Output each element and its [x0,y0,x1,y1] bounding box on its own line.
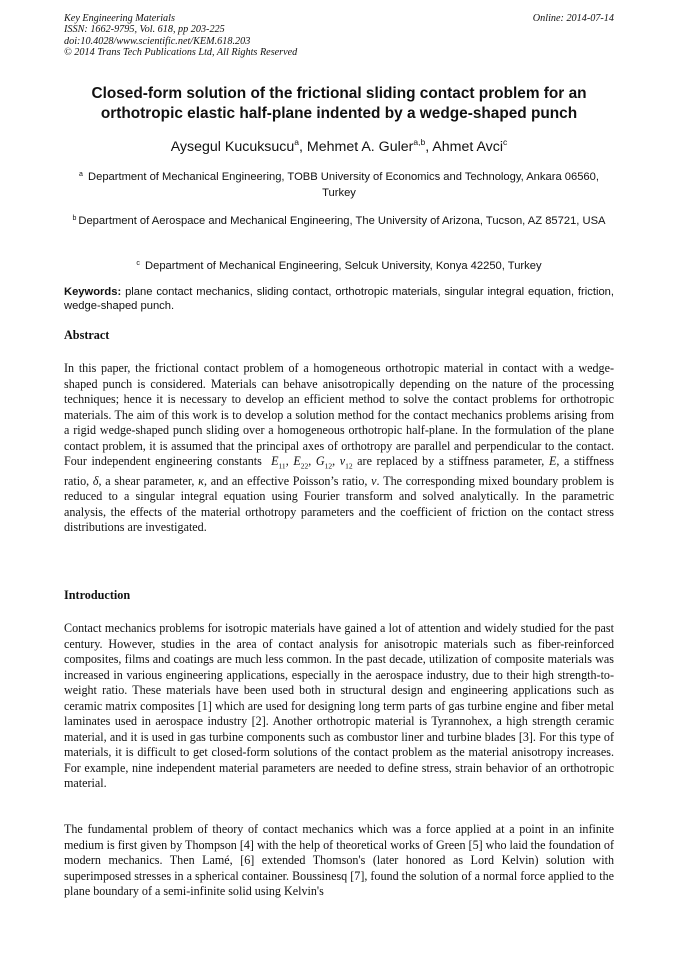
symbol-e: E [548,454,557,468]
subscript: 12 [345,461,353,471]
symbol-nu: ν [371,473,377,488]
copyright-line: © 2014 Trans Tech Publications Ltd, All Rights Reserved [64,47,298,59]
keywords-text: plane contact mechanics, sliding contact, orthotropic materials, singular integral equation, friction, wedge-shaped punch. [64,286,614,312]
subscript: 11 [278,461,286,471]
symbol: E [271,454,279,468]
affiliation-c [64,256,614,274]
author-affil-mark: c [503,137,508,147]
affiliation-text: Department of Mechanical Engineering, Selcuk University, Konya 42250, Turkey [145,260,542,272]
affiliation-mark: b [72,215,77,222]
affiliation-text: Department of Aerospace and Mechanical Engineering, The University of Arizona, Tucson, AZ 85721, USA [78,215,606,227]
doi-line: doi:10.4028/www.scientific.net/KEM.618.203 [64,35,251,47]
symbol: ν [339,454,346,468]
affiliation-mark: c [136,260,140,267]
keywords [64,286,614,313]
symbol: G [315,454,325,468]
abstract-part: , a stiffness ratio, [64,454,615,488]
introduction-paragraph-2: The fundamental problem of theory of contact mechanics which was a force applied at a point in an infinite medium is first given by Thompson [4] with the help of theoretical works of Green [5] who laid the foundation of modern mechanics. Then Lamé, [6] extended Thomson's (later honored as Lord Kelvin) solution with superimposed stresses in a spherical container. Boussinesq [7], found the solution of a normal force applied to the plane boundary of a semi-infinite solid using Kelvin's [64,822,614,898]
affiliation-b [64,211,614,229]
journal-header [64,13,614,59]
symbol-e11 [271,454,286,471]
author-name: Aysegul Kucuksucu [170,139,295,155]
abstract-part: , a shear parameter, [98,473,195,488]
symbol-delta: δ [92,473,99,488]
symbol: E [293,454,301,468]
introduction-heading: Introduction [64,588,131,602]
online-date: Online: 2014-07-14 [532,13,614,24]
keywords-label: Keywords: [64,286,122,298]
journal-name: Key Engineering Materials [64,13,175,24]
symbol-kappa: κ [198,473,204,488]
affiliation-a [64,167,614,201]
abstract-heading: Abstract [64,328,110,342]
author-affil-mark: a,b [413,137,426,147]
abstract-part: In this paper, the frictional contact problem of a homogeneous orthotropic material in contact with a wedge-shaped punch is considered. Materials can behave anisotropically depending on the nature of the processing techniques; hence it is necessary to develop an efficient method to solve the contact problems for orthotropic materials. The aim of this work is to develop a solution method for the contact mechanics problems arising from a rigid wedge-shaped punch sliding over a homogeneous orthotropic half-plane. In the formulation of the plane contact problem, it is assumed that the principal axes of orthotropy are parallel and perpendicular to the contact. Four independent engineering constants [64,361,614,468]
subscript: 12 [324,461,333,471]
issn-line: ISSN: 1662-9795, Vol. 618, pp 203-225 [64,24,225,36]
author-affil-mark: a [294,137,300,147]
abstract-part: . The corresponding mixed boundary problem is reduced to a singular integral equation using Fourier transform and solved analytically. In the parametric analysis, the effects of the material orthotropy parameters and the coefficient of friction on the contact stress distributions are investigated. [64,473,615,535]
author-name: Ahmet Avci [432,139,504,155]
subscript: 22 [300,461,309,471]
author-list: Aysegul Kucuksucu$^a$, Mehmet A. Guler$^{a,b}$, Ahmet Avci$^c$ [170,137,508,155]
author-name: Mehmet A. Guler [306,139,414,155]
symbol-g12 [315,454,333,471]
paper-title: Closed-form solution of the frictional sliding contact problem for an orthotropic elastic half-plane indented by a wedge-shaped punch [91,85,587,122]
abstract-part: , and an effective Poisson’s ratio, [203,473,368,488]
affiliation-mark: a [79,171,83,178]
affiliation-text: Department of Mechanical Engineering, TOBB University of Economics and Technology, Ankara 06560, Turkey [88,171,599,199]
symbol-nu12 [339,454,353,471]
abstract-text: In this paper, the frictional contact problem of a homogeneous orthotropic material in contact with a wedge-shaped punch is considered. Materials can behave anisotropically depending on the nature of the processing techniques; hence it is necessary to develop an efficient method to solve the contact problems for orthotropic materials. The aim of this work is to develop a solution method for the contact mechanics problems arising from a rigid wedge-shaped punch sliding over a homogeneous orthotropic half-plane. In the formulation of the plane contact problem, it is assumed that the principal axes of orthotropy are parallel and perpendicular to the contact. Four independent engineering constants $E_{11}$, $E_{22}$, $G_{12}$, $\nu_{12}$ are replaced by a stiffness parameter, E, a stiffness ratio, δ, a shear parameter, κ, and an effective Poisson’s ratio, ν. The corresponding mixed boundary problem is reduced to a singular integral equation using Fourier transform and solved analytically. In the parametric analysis, the effects of the material orthotropy parameters and the coefficient of friction on the contact stress distributions are investigated. [64,361,615,535]
abstract-part: are replaced by a stiffness parameter, [357,454,545,468]
introduction-paragraph-1: Contact mechanics problems for isotropic materials have gained a lot of attention and widely studied for the past century. However, studies in the area of contact analysis for anisotropic materials such as fiber-reinforced composites, films and coatings are much less common. In the past decade, utilization of composite materials was increased in various engineering applications, especially in the aerospace industry, due to their high strength-to-weight ratio. These materials have been used both in structural design and engineering applications such as ceramic matrix composites [1] which are used for designing long term parts of gas turbine engine and fiber metal laminates used in aerospace industry [2]. Another orthotropic material is Tyrannohex, a high strength ceramic material, and it is used in gas turbine components such as combustor liner and turbine blades [3]. For this type of materials, it is difficult to get closed-form solutions of the contact problem as the material anisotropy increases. For example, nine independent material parameters are needed to define stress, strain behavior of an orthotropic material. [64,621,614,790]
symbol-e22 [293,454,309,471]
